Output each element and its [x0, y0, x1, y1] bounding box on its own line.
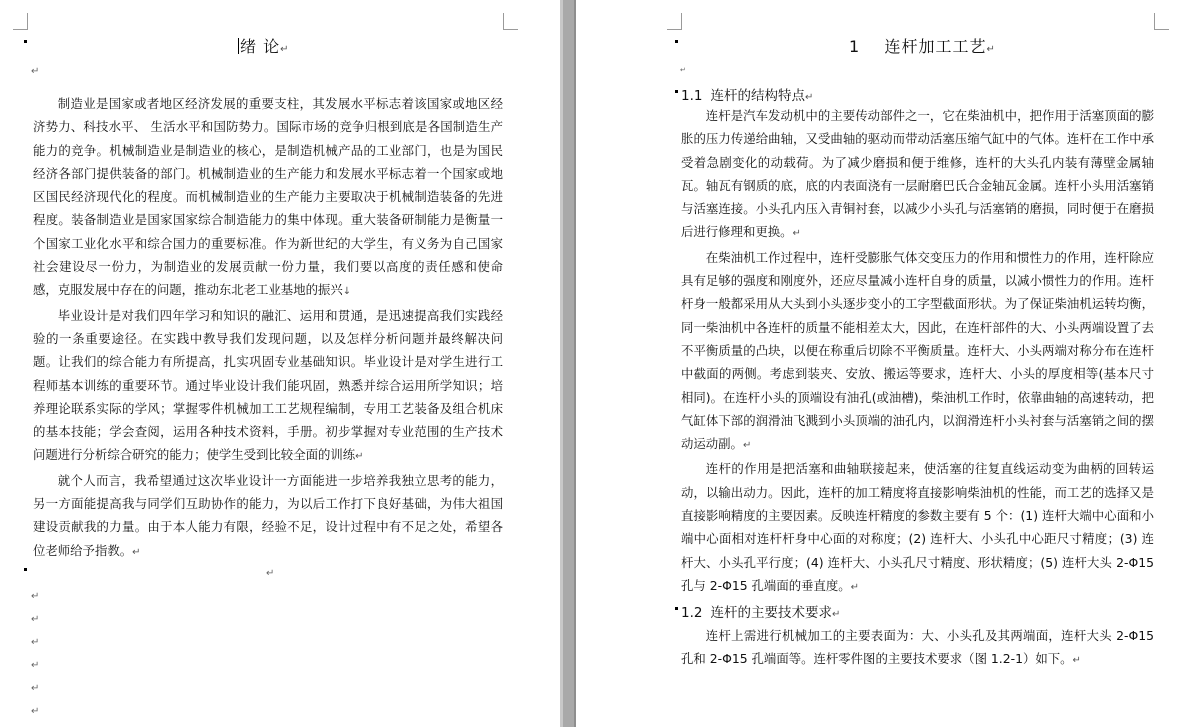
crop-mark-top-left: [13, 13, 28, 30]
empty-paragraph: ↵: [266, 568, 275, 579]
text-cursor: [238, 38, 239, 54]
empty-paragraph: ↵: [680, 66, 686, 74]
section-paragraph[interactable]: 连杆的作用是把活塞和曲轴联接起来，使活塞的往复直线运动变为曲柄的回转运动，以输出动力。因此，连杆的加工精度将直接影响柴油机的性能，而工艺的选择又是直接影响精度的主要因素。反映连杆精度的参数主要有 5 个：(1) 连杆大端中心面和小端中心面相对连杆杆身中心面的对称度；(2) 连杆大、小头孔中心距尺寸精度；(3) 连杆大、小头孔平行度；(4) 连杆大、小头孔尺寸精度、形状精度；(5) 连杆大头 2-Φ15 孔与 2-Φ15 孔端面的垂直度。↵: [681, 461, 1154, 593]
paragraph-mark: ↵: [280, 44, 290, 55]
heading-bullet: [675, 90, 678, 93]
empty-paragraph: ↵: [31, 614, 40, 625]
paragraph-bullet: [24, 568, 27, 571]
section-heading-1-2[interactable]: 1.2 连杆的主要技术要求↵: [681, 605, 841, 621]
section-paragraph[interactable]: 在柴油机工作过程中，连杆受膨胀气体交变压力的作用和惯性力的作用，连杆除应具有足够的强度和刚度外，还应尽量减小连杆自身的质量，以减小惯性力的作用。连杆杆身一般都采用从大头到小头逐步变小的工字型截面形状。为了保证柴油机运转均衡，同一柴油机中各连杆的质量不能相差太大，因此，在连杆部件的大、小头两端设置了去不平衡质量的凸块，以便在称重后切除不平衡质量。连杆大、小头两端对称分布在连杆中截面的两侧。考虑到装夹、安放、搬运等要求，连杆大、小头的厚度相等(基本尺寸相同)。在连杆小头的顶端设有油孔(或油槽)，柴油机工作时，依靠曲轴的高速转动，把气缸体下部的润滑油飞溅到小头顶端的油孔内，以润滑连杆小头衬套与活塞销之间的摆动运动副。↵: [681, 249, 1154, 452]
crop-mark-top-left: [667, 13, 682, 30]
heading-bullet: [675, 607, 678, 610]
page-gutter: [560, 0, 576, 727]
empty-paragraph: ↵: [31, 591, 40, 602]
empty-paragraph: ↵: [31, 660, 40, 671]
preface-title[interactable]: 绪 论↵: [240, 37, 290, 56]
preface-paragraph[interactable]: 毕业设计是对我们四年学习和知识的融汇、运用和贯通，是迅速提高我们实践经验的一条重要途径。在实践中教导我们发现问题，以及怎样分析问题并最终解决问题。让我们的综合能力有所提高，扎实巩固专业基础知识。毕业设计是对学生进行工程师基本训练的重要环节。通过毕业设计我们能巩固，熟悉并综合运用所学知识；培养理论联系实际的学风；掌握零件机械加工工艺规程编制，专用工艺装备及组合机床的基本技能；学会查阅，运用各种技术资料，手册。初步掌握对专业范围的生产技术问题进行分析综合研究的能力；使学生受到比较全面的训练↵: [33, 307, 503, 463]
chapter-title[interactable]: 1 连杆加工工艺↵: [849, 37, 996, 56]
preface-body[interactable]: [33, 92, 503, 564]
paragraph-bullet: [675, 40, 678, 43]
empty-paragraph: ↵: [31, 706, 40, 717]
section-body-1-2[interactable]: [681, 624, 1154, 673]
empty-paragraph: ↵: [31, 66, 40, 77]
section-heading-1-1[interactable]: 1.1 连杆的结构特点↵: [681, 88, 814, 104]
empty-paragraph: ↵: [31, 683, 40, 694]
preface-paragraph[interactable]: 制造业是国家或者地区经济发展的重要支柱，其发展水平标志着该国家或地区经济势力、科技水平、 生活水平和国防势力。国际市场的竞争归根到底是各国制造生产能力的竞争。机械制造业是制造业的核心，是制造机械产品的工业部门，也是为国民经济各部门提供装备的部门。机械制造业的生产能力和发展水平标志着一个国家或地区国民经济现代化的程度。而机械制造业的生产能力主要取决于机械制造装备的先进程度。装备制造业是国家国家综合制造能力的集中体现。重大装备研制能力是衡量一个国家工业化水平和综合国力的重要标准。作为新世纪的大学生，有义务为自己国家社会建设尽一份力，为制造业的发展贡献一份力量，我们要以高度的责任感和使命感，克服发展中存在的问题，推动东北老工业基地的振兴↓: [33, 96, 503, 298]
gutter-edge-left: [560, 0, 563, 727]
paragraph-bullet: [24, 40, 27, 43]
crop-mark-top-right: [1154, 13, 1169, 30]
section-paragraph[interactable]: 连杆上需进行机械加工的主要表面为：大、小头孔及其两端面，连杆大头 2-Φ15 孔和 2-Φ15 孔端面等。连杆零件图的主要技术要求（图 1.2-1）如下。↵: [681, 628, 1154, 667]
crop-mark-top-right: [503, 13, 518, 30]
section-body-1-1[interactable]: [681, 104, 1154, 599]
section-paragraph[interactable]: 连杆是汽车发动机中的主要传动部件之一，它在柴油机中，把作用于活塞顶面的膨胀的压力传递给曲轴，又受曲轴的驱动而带动活塞压缩气缸中的气体。连杆在工作中承受着急剧变化的动载荷。为了减少磨损和便于维修，连杆的大头孔内装有薄壁金属轴瓦。轴瓦有钢质的底，底的内表面浇有一层耐磨巴氏合金轴瓦金属。连杆小头用活塞销与活塞连接。小头孔内压入青铜衬套，以减少小头孔与活塞销的磨损，同时便于在磨损后进行修理和更换。↵: [681, 108, 1154, 240]
empty-paragraph: ↵: [31, 637, 40, 648]
preface-paragraph[interactable]: 就个人而言，我希望通过这次毕业设计一方面能进一步培养我独立思考的能力，另一方面能提高我与同学们互助协作的能力，为以后工作打下良好基础，为伟大祖国建设贡献我的力量。由于本人能力有限，经验不足，设计过程中有不足之处，希望各位老师给予指教。↵: [33, 472, 503, 558]
